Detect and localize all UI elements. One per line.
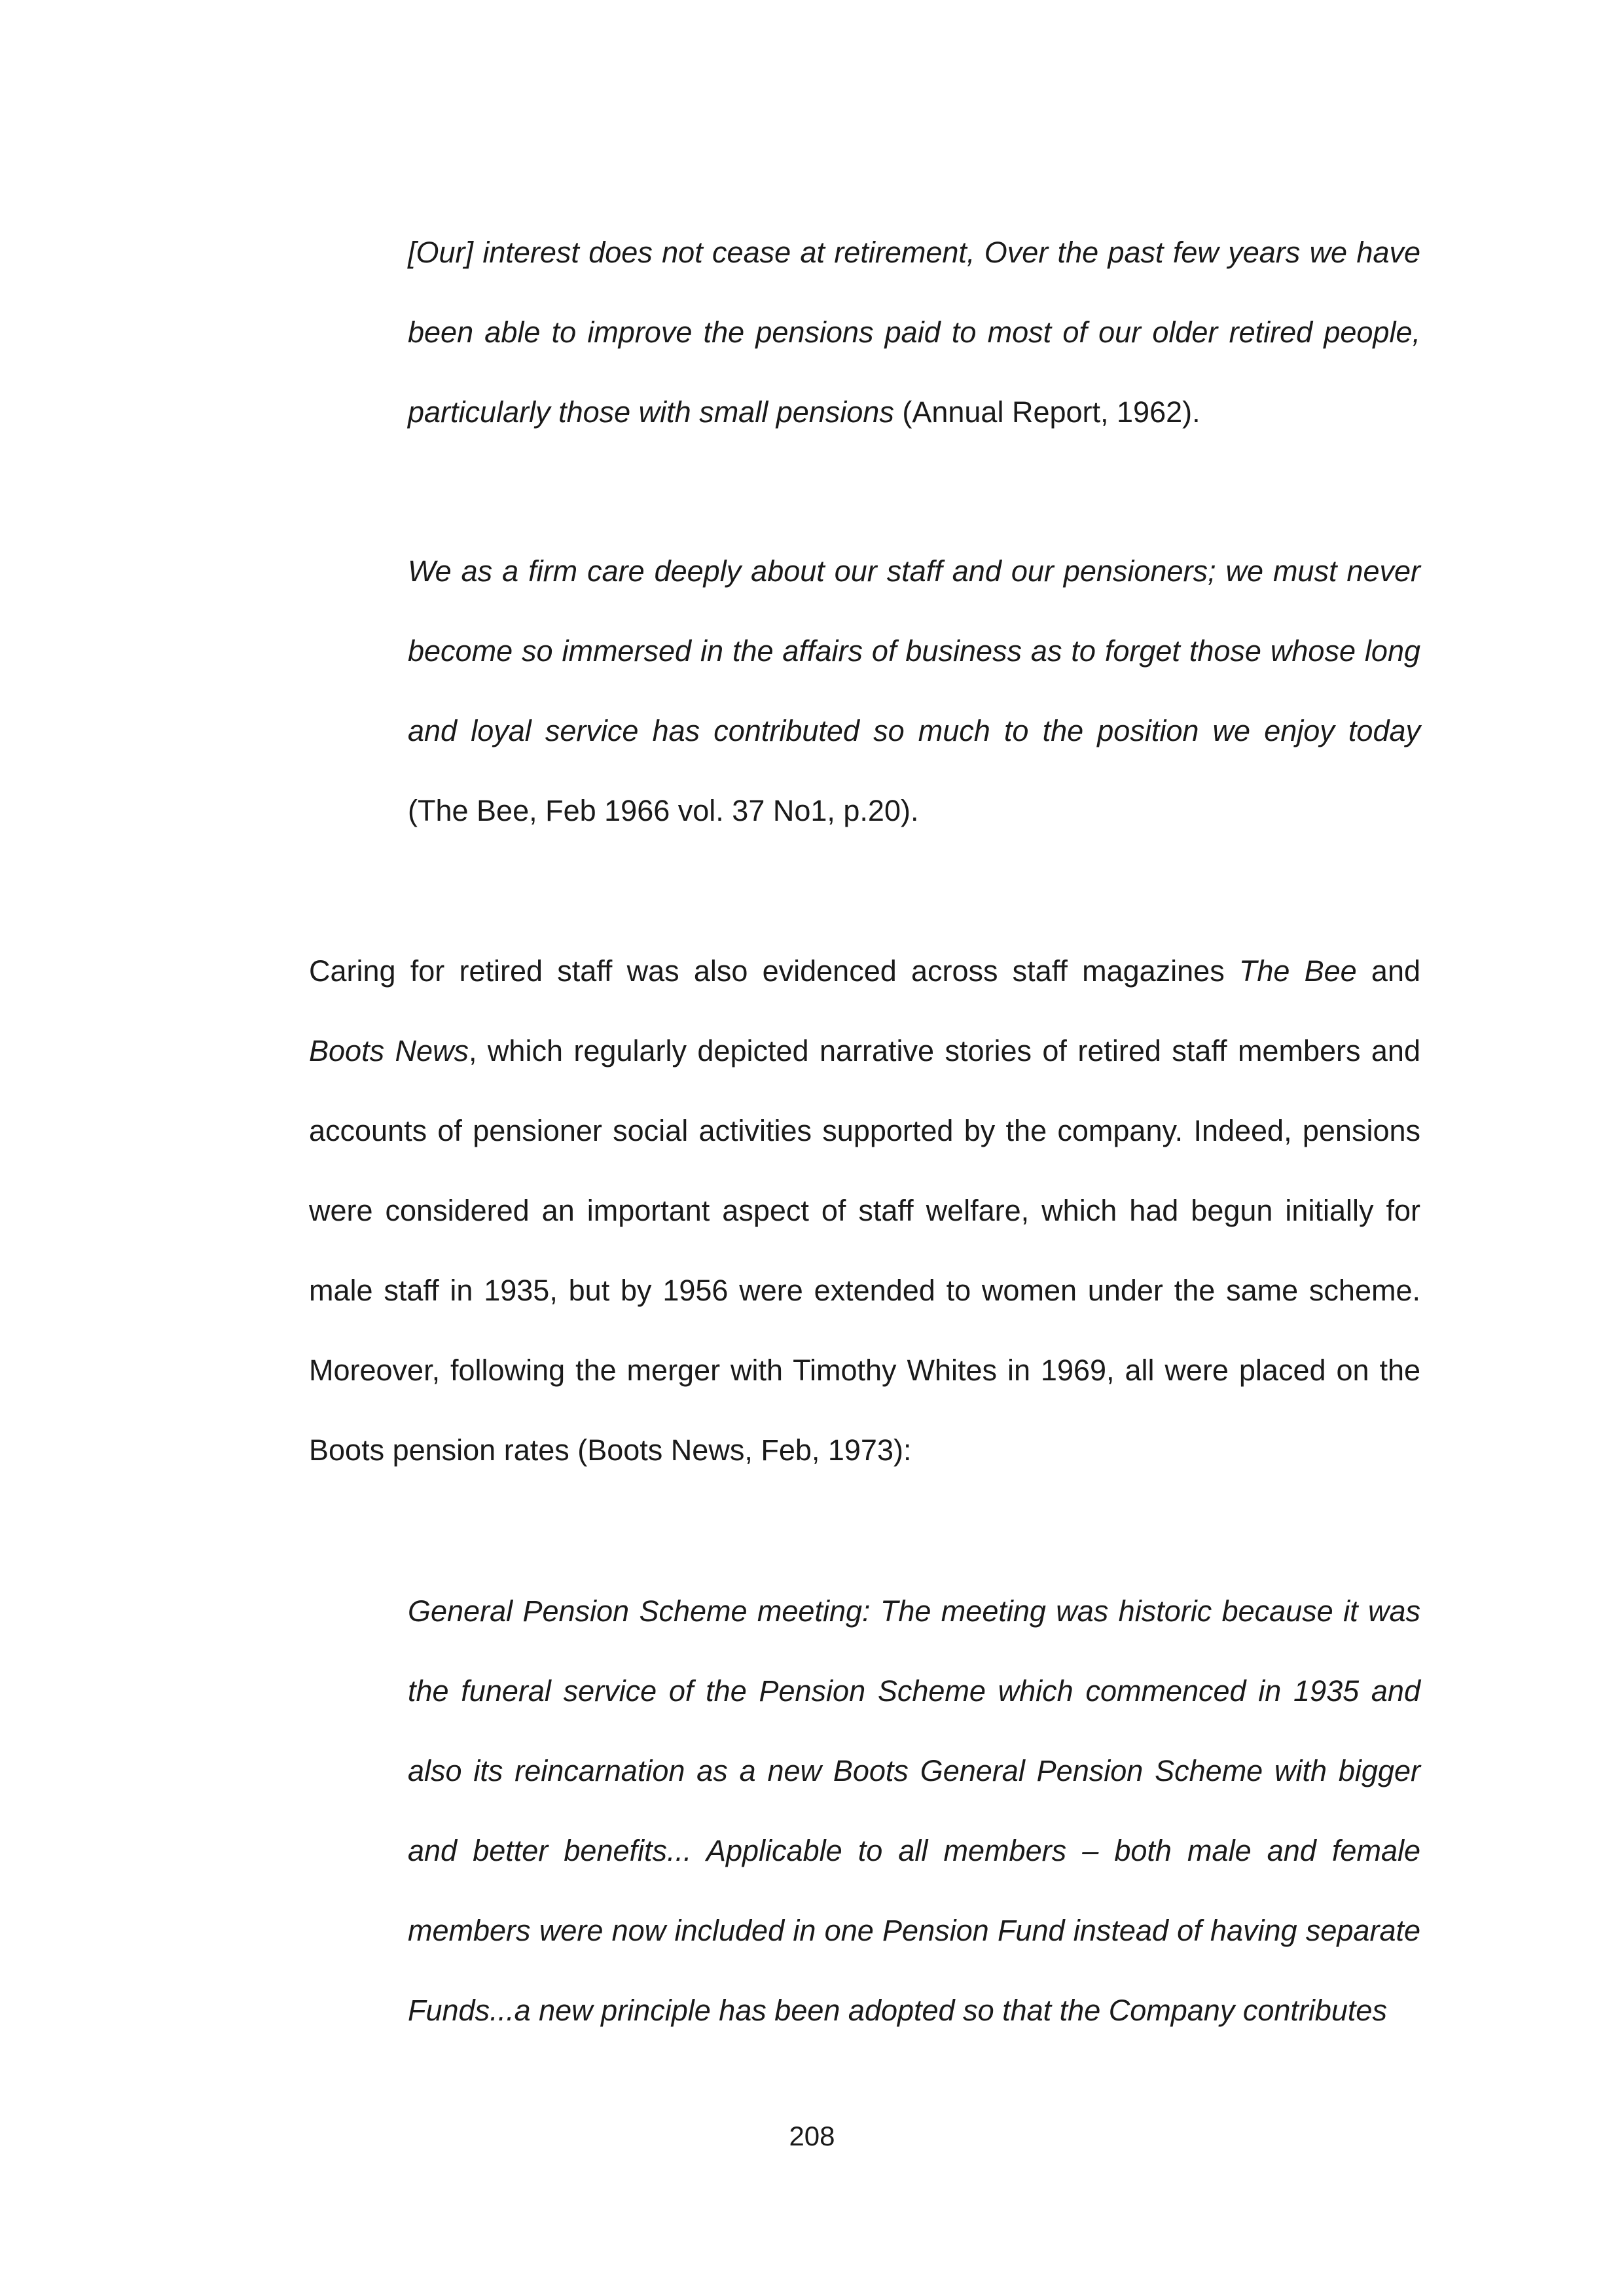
quote-text: General Pension Scheme meeting: The meeting was historic because it was the funeral service of the Pension Scheme which commenced in 1935 and also its reincarnation as a new Boots General Pension Scheme with bigger and better benefits... Applicable to all members – both male and female members were now included in one Pension Fund instead of having separate Funds...a new principle has been adopted so that the Company contributes [408,1594,1420,2027]
paragraph-text: , which regularly depicted narrative stories of retired staff members and accounts of pensioner social activities supported by the company. Indeed, pensions were considered an important aspect of staff welfare, which had begun initially for male staff in 1935, but by 1956 were extended to women under the same scheme. Moreover, following the merger with Timothy Whites in 1969, all were placed on the Boots pension rates (Boots News, Feb, 1973): [309,1034,1420,1467]
quote-text: We as a firm care deeply about our staff and our pensioners; we must never become so immersed in the affairs of business as to forget those whose long and loyal service has contributed so much to the position we enjoy today [408,554,1420,747]
block-quote-annual-report [408,213,1420,452]
block-quote-pension-scheme [408,1571,1420,2051]
page-number: 208 [789,2121,835,2151]
magazine-title-boots-news: Boots News [309,1034,469,1067]
paragraph-text: Caring for retired staff was also evidenced across staff magazines [309,954,1239,988]
body-paragraph [309,931,1420,1490]
magazine-title-the-bee: The Bee [1238,954,1357,988]
quote-citation: (The Bee, Feb 1966 vol. 37 No1, p.20). [408,794,919,827]
block-quote-the-bee [408,531,1420,851]
quote-text: [Our] interest does not cease at retirement, Over the past few years we have been able to improve the pensions paid to most of our older retired people, particularly those with small pensions [408,236,1420,429]
paragraph-text: and [1356,954,1420,988]
quote-citation: (Annual Report, 1962). [893,395,1200,429]
